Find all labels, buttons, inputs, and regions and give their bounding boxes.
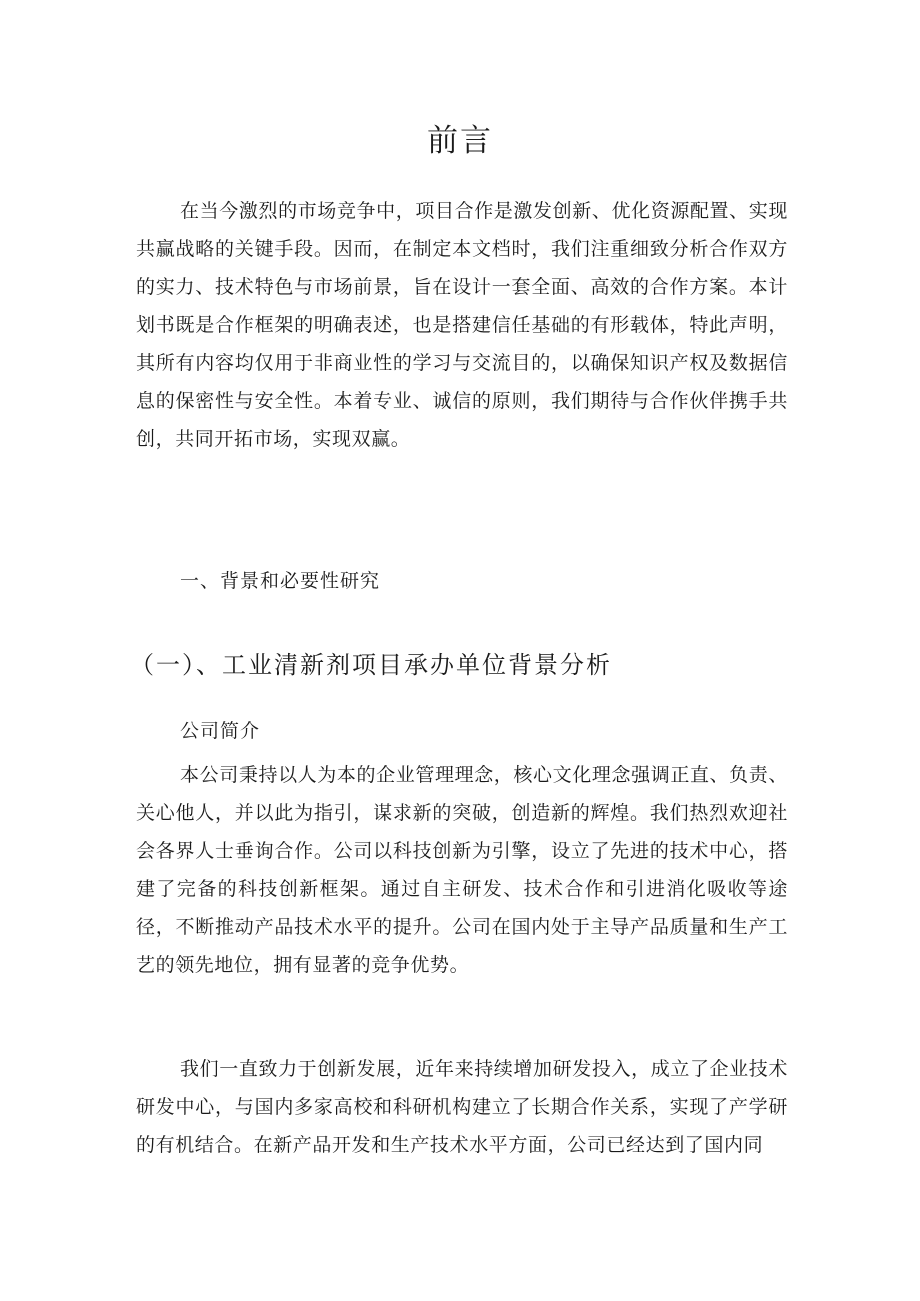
intro-paragraph: 在当今激烈的市场竞争中，项目合作是激发创新、优化资源配置、实现共赢战略的关键手段。因而，在制定本文档时，我们注重细致分析合作双方的实力、技术特色与市场前景，旨在设计一套全面、高效的合作方案。本计划书既是合作框架的明确表述，也是搭建信任基础的有形载体，特此声明，其所有内容均仅用于非商业性的学习与交流目的，以确保知识产权及数据信息的保密性与安全性。本着专业、诚信的原则，我们期待与合作伙伴携手共创，共同开拓市场，实现双赢。	[136, 200, 788, 450]
subsection-heading: （一）、工业清新剂项目承办单位背景分析	[130, 651, 612, 679]
page-title: 前言	[427, 123, 493, 159]
subsection-label: 公司简介	[180, 720, 261, 742]
rd-paragraph: 我们一直致力于创新发展，近年来持续增加研发投入，成立了企业技术研发中心，与国内多家高校和科研机构建立了长期合作关系，实现了产学研的有机结合。在新产品开发和生产技术水平方面，公司已经达到了国内同	[136, 1058, 788, 1156]
company-intro-paragraph: 本公司秉持以人为本的企业管理理念，核心文化理念强调正直、负责、关心他人，并以此为指引，谋求新的突破，创造新的辉煌。我们热烈欢迎社会各界人士垂询合作。公司以科技创新为引擎，设立了先进的技术中心，搭建了完备的科技创新框架。通过自主研发、技术合作和引进消化吸收等途径，不断推动产品技术水平的提升。公司在国内处于主导产品质量和生产工艺的领先地位，拥有显著的竞争优势。	[136, 764, 788, 976]
section-heading: 一、背景和必要性研究	[180, 570, 381, 592]
